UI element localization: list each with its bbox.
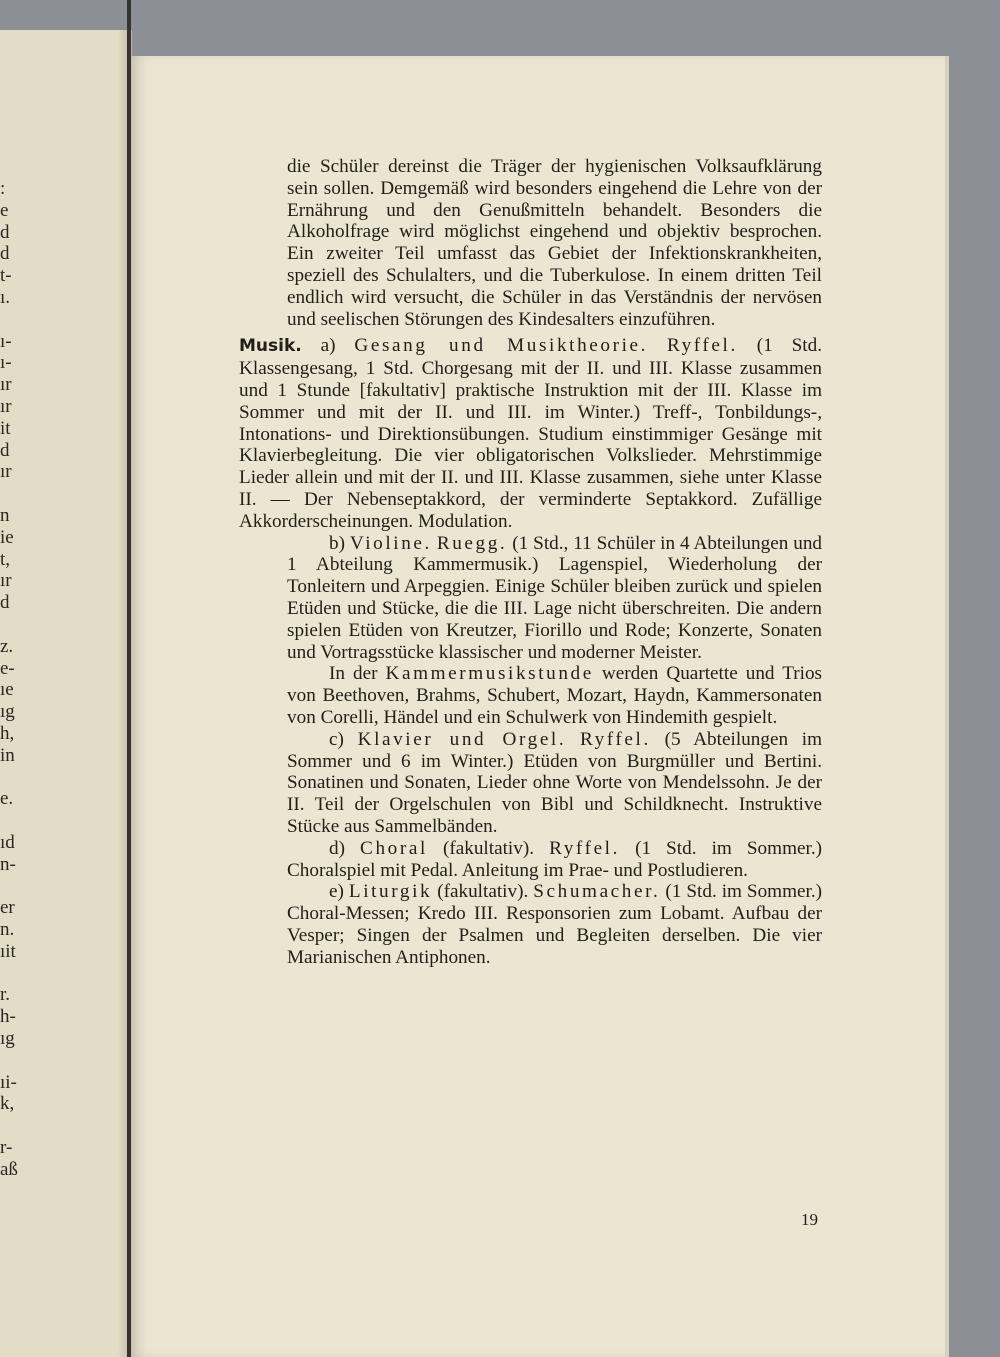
left-fragment: aß xyxy=(0,1158,18,1180)
left-fragment xyxy=(0,810,40,832)
item-a-prefix: a) xyxy=(320,335,336,357)
item-d-text: (1 Std. im Sommer.) Choralspiel mit Pedal. Anleitung im Prae- und Postludieren. xyxy=(287,837,823,881)
musik-section-d xyxy=(287,838,822,882)
left-fragment: h- xyxy=(0,1006,16,1028)
left-fragment: d xyxy=(0,243,10,265)
item-d-teacher: Ryffel. xyxy=(549,837,621,859)
item-c-prefix: c) xyxy=(329,728,344,750)
section-heading: Musik. xyxy=(239,336,302,357)
item-d-prefix: d) xyxy=(329,837,345,859)
left-fragment: ı. xyxy=(0,286,11,308)
musik-section-a xyxy=(239,335,822,532)
left-fragment: ıit xyxy=(0,940,16,962)
intro-paragraph: die Schüler dereinst die Träger der hygienischen Volksaufklärung sein sollen. Demgemäß wird besonders eingehend die Lehre von der Ernährung und den Genußmitteln behandelt. Besonders die Alkoholfrage wird möglichst eingehend und objektiv besprochen. Ein zweiter Teil umfasst das Gebiet der Infektionskrankheiten, speziell des Schulalters, und die Tuberkulose. In einem dritten Teil endlich wird versucht, die Schüler in das Verständnis der nervösen und seelischen Störungen des Kindesalters einzuführen. xyxy=(287,156,822,330)
left-fragment: n. xyxy=(0,919,15,941)
item-e-text: (1 Std. im Sommer.) Choral-Messen; Kredo III. Responsorien zum Lobamt. Aufbau der Vesper; Singen der Psalmen und Begleiten derselben. Die vier Marianischen Antiphonen. xyxy=(287,881,823,968)
left-fragment: ıd xyxy=(0,831,15,853)
left-fragment: ıe xyxy=(0,679,14,701)
item-a-subject: Gesang und Musiktheorie. xyxy=(354,335,649,357)
left-fragment xyxy=(0,876,40,898)
item-e-subject: Liturgik xyxy=(348,881,433,903)
left-fragment xyxy=(0,963,40,985)
left-fragment: e. xyxy=(0,788,14,810)
left-fragment: t- xyxy=(0,265,12,287)
left-fragment: z. xyxy=(0,635,14,657)
item-c-teacher: Ryffel. xyxy=(579,728,651,750)
left-fragment: ır xyxy=(0,461,12,483)
left-fragment xyxy=(0,767,40,789)
item-d-subject: Choral xyxy=(360,837,428,859)
item-c-subject: Klavier und Orgel. xyxy=(357,728,567,750)
left-fragment: e xyxy=(0,199,9,221)
right-page-edge xyxy=(945,56,949,1357)
left-fragment: in xyxy=(0,744,15,766)
left-fragment: e- xyxy=(0,657,15,679)
left-fragment: ı- xyxy=(0,352,12,374)
musik-section-c xyxy=(287,729,822,838)
left-fragment: ır xyxy=(0,570,12,592)
item-a-text: (1 Std. Klassengesang, 1 Std. Chorgesang mit der II. und III. Klasse zusammen und 1 Stunde [fakultativ] praktische Instruktion mit der III. Klasse im Sommer und mit der II. und III. im Winter.) Treff-, Tonbildungs-, Intonations- und Direktionsübungen. Studium einstimmiger Gesänge mit Klavierbegleitung. Die vier obligatorischen Volkslieder. Mehrstimmige Lieder allein und mit der II. und III. Klasse zusammen, siehe unter Klasse II. — Der Nebenseptakkord, der verminderte Septakkord. Zufällige Akkorderscheinungen. Modulation. xyxy=(239,335,822,532)
musik-section-e xyxy=(287,881,822,968)
left-fragment: h, xyxy=(0,722,15,744)
left-fragment xyxy=(0,483,40,505)
left-fragment: ıg xyxy=(0,701,15,723)
left-fragment xyxy=(0,614,40,636)
musik-section-b xyxy=(287,533,822,664)
left-fragment: r- xyxy=(0,1137,13,1159)
left-page-edge xyxy=(0,30,132,1357)
left-fragment: t, xyxy=(0,548,11,570)
item-d-qualifier: (fakultativ). xyxy=(442,837,535,859)
item-b-prefix: b) xyxy=(329,532,345,554)
left-fragment: n xyxy=(0,504,10,526)
left-fragment xyxy=(0,1050,40,1072)
left-fragment: r. xyxy=(0,984,11,1006)
left-fragment: ıg xyxy=(0,1028,15,1050)
item-a-teacher: Ryffel. xyxy=(666,335,738,357)
left-fragment: it xyxy=(0,417,11,439)
left-fragment: n- xyxy=(0,853,16,875)
item-b-teacher: Ruegg. xyxy=(436,532,508,554)
left-fragment: er xyxy=(0,897,15,919)
item-c-text: (5 Abteilungen im Sommer und 6 im Winter.) Etüden von Burgmüller und Bertini. Sonatinen und Sonaten, Lieder ohne Worte von Mendelssohn. Je der II. Teil der Orgelschulen von Bibl und Schildknecht. Instruktive Stücke aus Sammelbänden. xyxy=(287,728,823,837)
item-e-teacher: Schumacher. xyxy=(533,881,661,903)
left-fragment: ıi- xyxy=(0,1071,17,1093)
item-b-subject: Violine. xyxy=(349,532,432,554)
kammer-subject: Kammermusikstunde xyxy=(385,663,594,685)
item-b-text: (1 Std., 11 Schüler in 4 Abteilungen und 1 Abteilung Kammermusik.) Lagenspiel, Wiederholung der Tonleitern und Arpeggien. Einige Schüler bleiben zurück und spielen Etüden und Stücke, die die III. Lage nicht überschreiten. Die andern spielen Etüden von Kreutzer, Fiorillo und Rode; Konzerte, Sonaten und Vortragsstücke klassischer und moderner Meister. xyxy=(287,532,823,663)
item-e-qualifier: (fakultativ). xyxy=(437,881,529,903)
right-page xyxy=(131,56,947,1357)
kammer-prefix: In der xyxy=(329,663,378,685)
kammer-text: werden Quartette und Trios von Beethoven, Brahms, Schubert, Mozart, Haydn, Kammersonaten von Corelli, Händel und ein Schulwerk von Hindemith gespielt. xyxy=(287,663,823,728)
left-fragment: ı- xyxy=(0,330,12,352)
left-fragment: ır xyxy=(0,374,12,396)
left-fragment: d xyxy=(0,221,10,243)
left-fragment: : xyxy=(0,178,6,199)
left-fragment: d xyxy=(0,592,10,614)
left-fragment: ie xyxy=(0,526,14,548)
left-fragment xyxy=(0,309,40,331)
kammermusik-paragraph xyxy=(287,663,822,728)
left-fragment xyxy=(0,1115,40,1137)
item-e-prefix: e) xyxy=(329,881,344,903)
page-number: 19 xyxy=(801,1210,818,1229)
left-fragment: d xyxy=(0,439,10,461)
left-fragment: k, xyxy=(0,1093,15,1115)
left-fragment: ır xyxy=(0,395,12,417)
page-text-block xyxy=(239,156,823,968)
left-page-text-fragments xyxy=(0,178,40,1181)
